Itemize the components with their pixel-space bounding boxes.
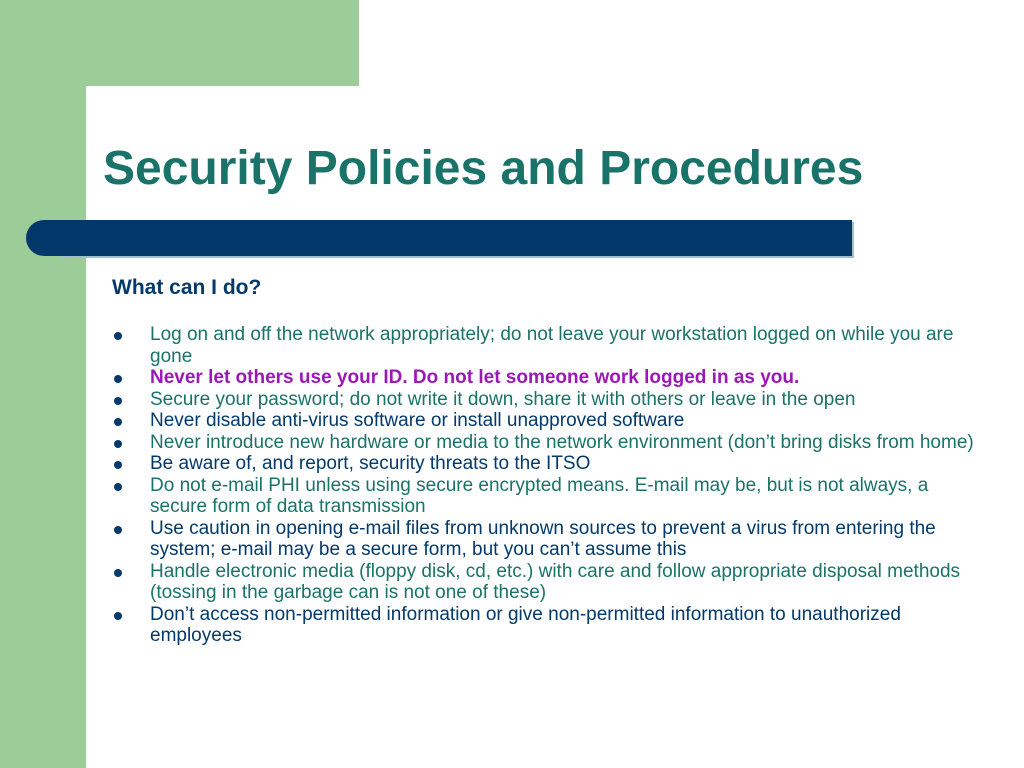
bullet-item-id xyxy=(112,367,982,389)
bullet-text: Never introduce new hardware or media to the network environment (don’t bring disks from home) xyxy=(150,431,974,453)
bullet-text: Use caution in opening e-mail files from unknown sources to prevent a virus from entering the system; e-mail may be a secure form, but you can’t assume this xyxy=(150,517,936,560)
background-green-top xyxy=(0,0,359,86)
bullet-list xyxy=(112,324,982,647)
bullet-text: Never let others use your ID. Do not let someone work logged in as you. xyxy=(150,367,800,388)
bullet-text: Do not e-mail PHI unless using secure encrypted means. E-mail may be, but is not always, a secure form of data transmission xyxy=(150,474,929,517)
bullet-item-access xyxy=(112,604,982,647)
bullet-text: Secure your password; do not write it down, share it with others or leave in the open xyxy=(150,388,856,410)
bullet-dot-icon xyxy=(114,418,122,426)
bullet-dot-icon xyxy=(114,483,122,491)
slide-subheading: What can I do? xyxy=(112,276,262,299)
background-green-left xyxy=(0,0,86,768)
bullet-item-email-caution xyxy=(112,518,982,561)
bullet-item-antivirus xyxy=(112,410,982,432)
bullet-text: Never disable anti-virus software or install unapproved software xyxy=(150,410,685,431)
bullet-text: Handle electronic media (floppy disk, cd, etc.) with care and follow appropriate disposal methods (tossing in the garbage can is not one of these) xyxy=(150,560,961,603)
bullet-dot-icon xyxy=(114,440,122,448)
bullet-item-hardware xyxy=(112,432,982,454)
title-underline-bar xyxy=(26,220,852,256)
bullet-dot-icon xyxy=(114,612,122,620)
bullet-dot-icon xyxy=(114,375,122,383)
bullet-item-password xyxy=(112,389,982,411)
slide-title: Security Policies and Procedures xyxy=(103,142,864,195)
bullet-text: Log on and off the network appropriately; do not leave your workstation logged on while you are gone xyxy=(150,324,954,367)
bullet-dot-icon xyxy=(114,397,122,405)
bullet-dot-icon xyxy=(114,461,122,469)
bullet-item-media xyxy=(112,561,982,604)
bullet-dot-icon xyxy=(114,332,122,340)
bullet-item-threats xyxy=(112,453,982,475)
bullet-text: Don’t access non-permitted information or give non-permitted information to unauthorized employees xyxy=(150,603,901,646)
bullet-item-logoff xyxy=(112,324,982,367)
bullet-text: Be aware of, and report, security threats to the ITSO xyxy=(150,453,591,474)
bullet-dot-icon xyxy=(114,569,122,577)
bullet-item-email-phi xyxy=(112,475,982,518)
bullet-dot-icon xyxy=(114,526,122,534)
